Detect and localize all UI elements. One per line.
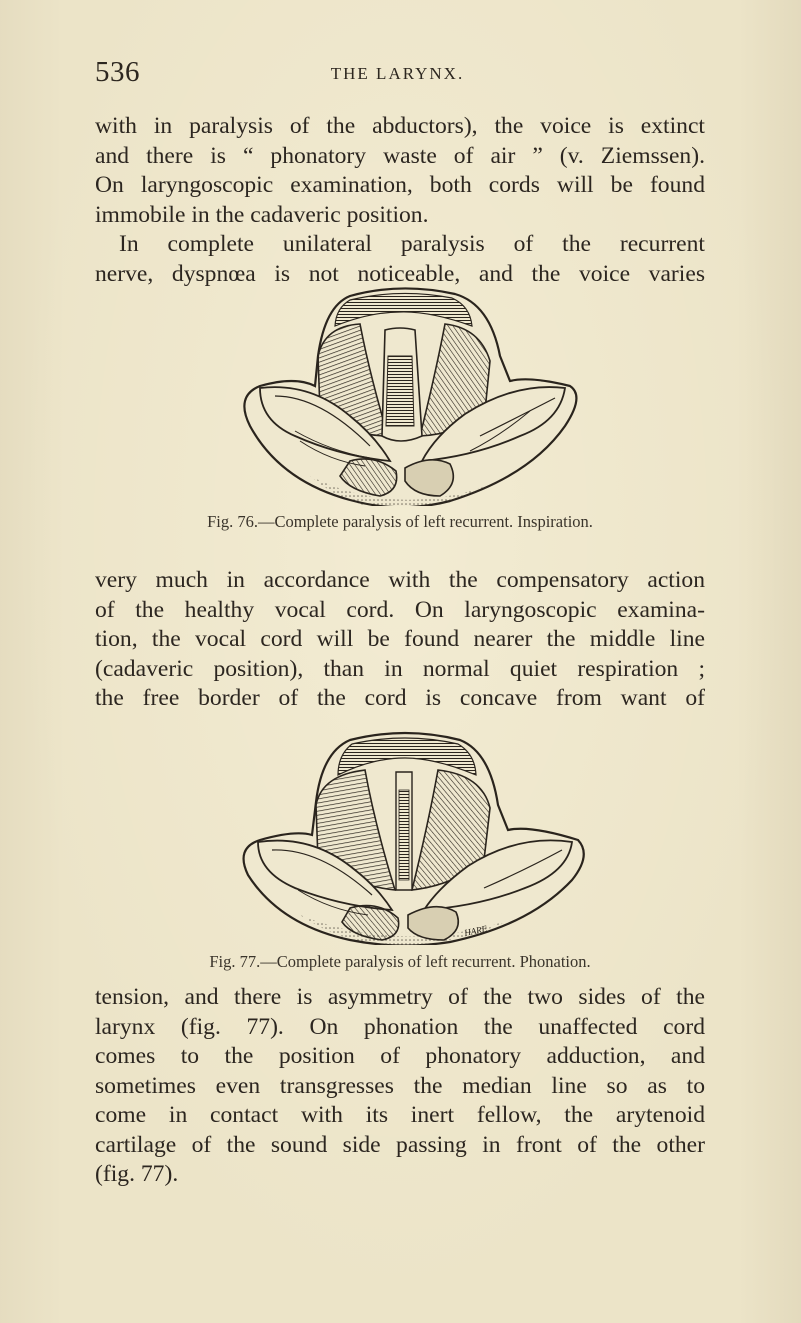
text-line: cartilage of the sound side passing in front of the other (95, 1131, 705, 1158)
text-line: with in paralysis of the abductors), the voice is extinct (95, 113, 705, 139)
larynx-inspiration-illustration (200, 286, 600, 506)
text-line: (cadaveric position), than in normal quiet respiration ; (95, 655, 705, 682)
text-line: of the healthy vocal cord. On laryngoscopic examina- (95, 596, 705, 623)
text-line: (fig. 77). (95, 1161, 179, 1187)
text-block-2 (95, 566, 705, 714)
text-line: tension, and there is asymmetry of the two sides of the (95, 984, 705, 1010)
figure-76 (200, 286, 600, 542)
text-block-3 (95, 983, 705, 1190)
page-number: 536 (95, 56, 140, 88)
text-line: the free border of the cord is concave from want of (95, 685, 705, 711)
figure-77-caption: Fig. 77.—Complete paralysis of left recurrent. Phonation. (209, 952, 591, 971)
text-line: nerve, dyspnœa is not noticeable, and the voice varies (95, 260, 705, 287)
text-line: comes to the position of phonatory adduction, and (95, 1043, 705, 1069)
engraver-signature: HARE (463, 923, 488, 938)
text-line: On laryngoscopic examination, both cords will be found (95, 172, 705, 198)
text-line: come in contact with its inert fellow, the arytenoid (95, 1102, 705, 1128)
text-line: and there is “ phonatory waste of air ” (v. Ziemssen). (95, 142, 705, 169)
figure-76-caption: Fig. 76.—Complete paralysis of left recurrent. Inspiration. (207, 512, 593, 531)
text-line: sometimes even transgresses the median line so as to (95, 1072, 705, 1099)
larynx-phonation-illustration (200, 730, 600, 945)
text-line: tion, the vocal cord will be found nearer the middle line (95, 626, 705, 652)
text-block-1 (95, 112, 705, 289)
text-line: immobile in the cadaveric position. (95, 201, 429, 228)
text-line-paragraph-start: In complete unilateral paralysis of the recurrent (119, 231, 705, 257)
text-line: larynx (fig. 77). On phonation the unaffected cord (95, 1013, 705, 1040)
running-head (95, 56, 700, 90)
figure-77 (200, 730, 600, 976)
text-line: very much in accordance with the compensatory action (95, 567, 705, 593)
running-title: THE LARYNX. (330, 64, 465, 83)
